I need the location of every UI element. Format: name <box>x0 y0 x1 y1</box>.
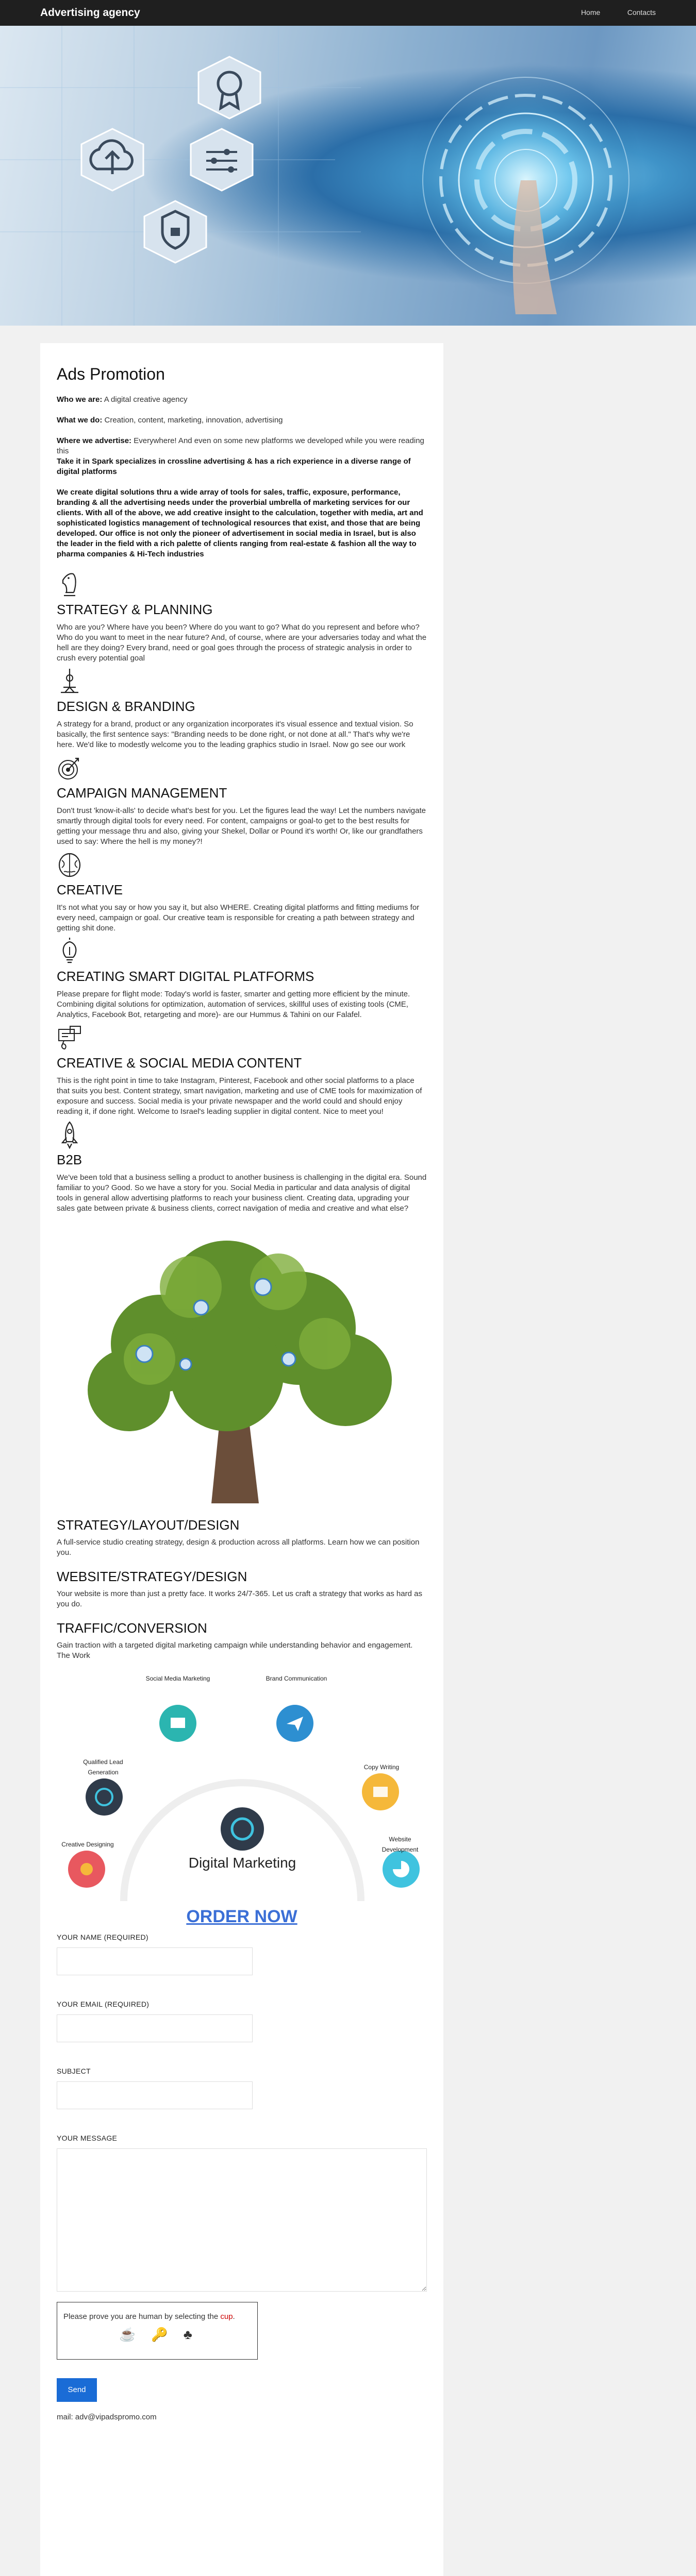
node-social-media-marketing <box>159 1705 196 1742</box>
capability-text: Your website is more than just a pretty face. It works 24/7-365. Let us craft a strategy that works as hard as you do. <box>57 1589 422 1608</box>
node-creative-designing <box>68 1851 105 1888</box>
nav-contacts[interactable]: Contacts <box>627 8 656 16</box>
subject-label: SUBJECT <box>57 2067 91 2075</box>
main-nav <box>556 8 656 18</box>
chess-knight-icon <box>57 570 82 600</box>
sliders-icon <box>191 129 253 191</box>
send-button[interactable]: Send <box>57 2378 97 2402</box>
section-title: STRATEGY & PLANNING <box>57 602 213 617</box>
label-website-development: Website Development <box>382 1836 419 1853</box>
section-text: It's not what you say or how you say it, but also WHERE. Creating digital platforms and fitting mediums for every need, campaign or goal. Our creative team is responsible for creating a path between strategy and getting shit done. <box>57 903 420 933</box>
contact-mail: mail: adv@vipadspromo.com <box>57 2413 157 2421</box>
work-label: The Work <box>57 1651 90 1660</box>
section-text: Who are you? Where have you been? Where do you want to go? What do you represent and before who? Who do you want to meet in the near future? And, of course, where are your adversaries today and what the hell are they doing? Every brand, need or goal goes through the process of strategic analysis in order to crush every potential goal <box>57 623 427 663</box>
what-text: Creation, content, marketing, innovation, advertising <box>102 416 283 425</box>
brain-icon <box>57 850 82 880</box>
node-website-development <box>383 1851 420 1888</box>
captcha-box <box>57 2302 258 2360</box>
captcha-end: . <box>233 2312 235 2321</box>
subject-input[interactable] <box>57 2081 253 2109</box>
captcha-question <box>63 2312 251 2322</box>
digital-marketing-diagram <box>57 1664 427 1906</box>
intro-create <box>57 487 427 560</box>
content-body <box>57 364 427 2422</box>
section-strategy <box>57 570 427 664</box>
section-text: We've been told that a business selling a product to another business is challenging in the digital era. Sound familiar to you? Good. So we have a story for you. Social Media in particular and data analysis of digital tools in general allow advertising platforms to reach your business client. Creating data, upgrading your sales gate between private & business clients, correct navigation of media and creative and what else? <box>57 1173 427 1213</box>
capability-title: STRATEGY/LAYOUT/DESIGN <box>57 1517 240 1533</box>
captcha-options <box>119 2329 251 2340</box>
cup-icon[interactable]: ☕ <box>119 2327 136 2342</box>
section-title: CREATIVE <box>57 882 123 897</box>
center-node <box>221 1807 264 1851</box>
intro-what <box>57 415 427 426</box>
section-social <box>57 1023 427 1117</box>
target-icon <box>57 753 82 783</box>
section-campaign <box>57 753 427 847</box>
who-label: Who we are: <box>57 395 103 404</box>
nav-home[interactable]: Home <box>581 8 601 16</box>
section-platforms <box>57 937 427 1020</box>
intro-where <box>57 436 427 477</box>
content-card <box>40 343 443 2576</box>
hero-image <box>0 26 696 326</box>
capability-text: Gain traction with a targeted digital marketing campaign while understanding behavior and engagement. <box>57 1641 413 1650</box>
section-b2b <box>57 1120 427 1214</box>
node-lead-generation <box>86 1778 123 1816</box>
section-title: CREATING SMART DIGITAL PLATFORMS <box>57 969 314 984</box>
where-label: Where we advertise: <box>57 436 132 445</box>
lightbulb-icon <box>57 937 82 967</box>
node-brand-communication <box>276 1705 313 1742</box>
captcha-word: cup <box>220 2312 233 2321</box>
section-text: Please prepare for flight mode: Today's world is faster, smarter and getting more efficient by the minute. Combining digital solutions for optimization, automation of services, skillful uses of existing tools (CME, Analytics, Facebook Bot, retargeting and more)- are our Hummus & Tahini on our Falafel. <box>57 990 410 1019</box>
capability-text: A full-service studio creating strategy, design & production across all platforms. Learn how we can position you. <box>57 1538 420 1557</box>
section-design <box>57 667 427 750</box>
contact-form <box>57 1932 427 2412</box>
top-bar <box>0 0 696 26</box>
who-text: A digital creative agency <box>102 395 188 404</box>
name-label: YOUR NAME (REQUIRED) <box>57 1933 148 1941</box>
lock-shield-icon <box>144 201 206 263</box>
section-text: Don't trust 'know-it-alls' to decide what's best for you. Let the figures lead the way! Let the numbers navigate smartly through digital tools for every need. For content, campaigns or goal-to get to the best results for getting your message thru and also, giving your Shekel, Dollar or Pound it's worth! Or, like our grandfathers used to say: Where the hell is my money?! <box>57 806 426 846</box>
key-icon[interactable]: 🔑 <box>151 2327 168 2342</box>
where-bold: Take it in Spark specializes in crossline advertising & has a rich experience in a diverse range of digital platforms <box>57 457 411 476</box>
message-label: YOUR MESSAGE <box>57 2134 118 2142</box>
capability-title: WEBSITE/STRATEGY/DESIGN <box>57 1569 247 1584</box>
email-label: YOUR EMAIL (REQUIRED) <box>57 2000 150 2008</box>
diagram-center-title: Digital Marketing <box>188 1855 296 1871</box>
rocket-icon <box>57 1120 82 1150</box>
intro-who <box>57 395 427 405</box>
email-input[interactable] <box>57 2014 253 2042</box>
section-text: A strategy for a brand, product or any organization incorporates it's visual essence and textual vision. So basically, the first sentence says: "Branding needs to be done right, or not done at all." That's why we're here. We'd like to modestly welcome you to the leading graphics studio in Israel. Now go see our work <box>57 720 413 749</box>
design-tools-icon <box>57 667 82 697</box>
name-input[interactable] <box>57 1947 253 1975</box>
label-creative-designing: Creative Designing <box>61 1841 114 1848</box>
label-brand-communication: Brand Communication <box>266 1675 327 1682</box>
create-text: We create digital solutions thru a wide array of tools for sales, traffic, exposure, performance, branding & all the advertising needs under the proverbial umbrella of marketing services for our clients. With all of the above, we add creative insight to the calculation, together with media, art and sophisticated logistics management of technological resources that exist, and those that are being developed. Our office is not only the pioneer of advertisement in social media in Israel, but is also the leader in the field with a rich palette of clients ranging from real-estate & fashion all the way to pharma companies & Hi-Tech industries <box>57 488 423 558</box>
what-label: What we do: <box>57 416 103 425</box>
order-now-link[interactable]: ORDER NOW <box>186 1907 297 1926</box>
section-creative <box>57 850 427 934</box>
label-social-media-marketing: Social Media Marketing <box>145 1675 210 1682</box>
social-media-icon <box>57 1023 82 1053</box>
page-title: Ads Promotion <box>57 365 165 383</box>
label-lead-generation: Qualified Lead Generation <box>83 1758 123 1776</box>
badge-icon <box>198 57 260 118</box>
hero-illustration <box>0 26 696 326</box>
captcha-text: Please prove you are human by selecting the <box>63 2312 221 2321</box>
node-copy-writing <box>362 1773 399 1810</box>
section-title: B2B <box>57 1152 82 1167</box>
section-title: CAMPAIGN MANAGEMENT <box>57 785 227 801</box>
where-text: Everywhere! And even on some new platforms we developed while you were reading this <box>57 436 424 455</box>
section-title: DESIGN & BRANDING <box>57 699 195 714</box>
section-title: CREATIVE & SOCIAL MEDIA CONTENT <box>57 1055 302 1071</box>
capability-title: TRAFFIC/CONVERSION <box>57 1620 207 1636</box>
message-textarea[interactable] <box>57 2148 427 2292</box>
tree-illustration <box>57 1225 427 1503</box>
site-title[interactable]: Advertising agency <box>40 7 140 19</box>
tree-icon[interactable]: ♣ <box>183 2327 192 2342</box>
label-copy-writing: Copy Writing <box>363 1764 400 1771</box>
section-text: This is the right point in time to take Instagram, Pinterest, Facebook and other social platforms to a place that suits you best. Content strategy, smart navigation, marketing and use of CME tools for maximization of exposure and success. Social media is your private newspaper and the world could and should enjoy reading it, if done right. Welcome to Israel's leading supplier in digital content. Nice to meet you! <box>57 1076 422 1116</box>
